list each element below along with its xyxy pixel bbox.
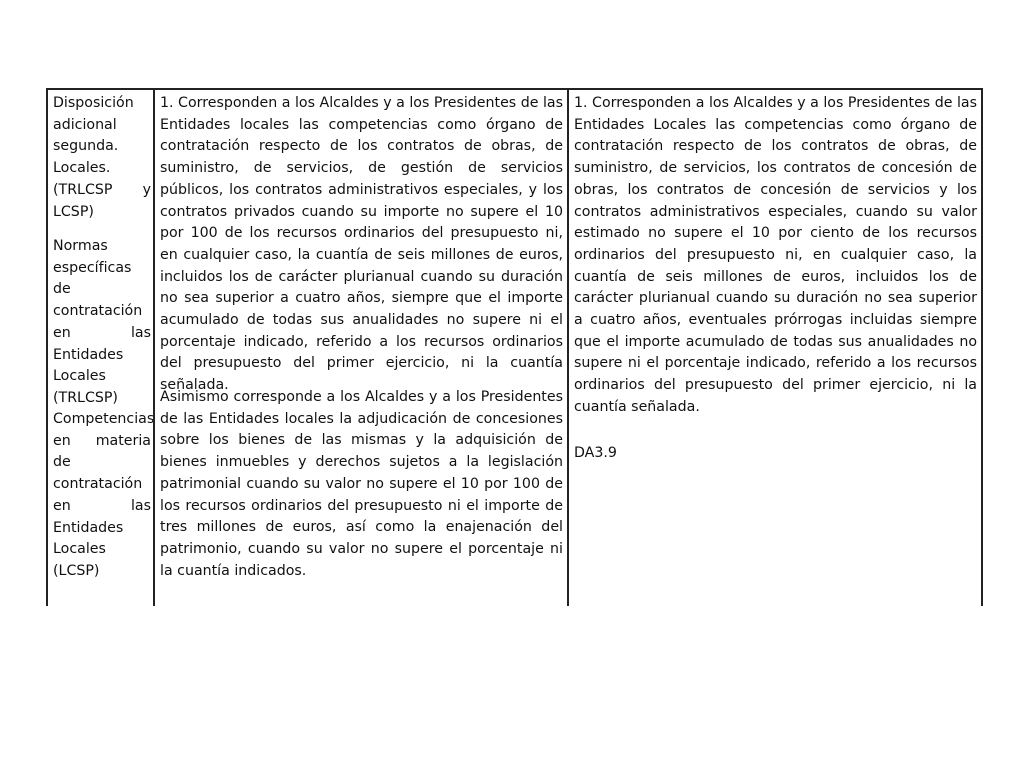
section-heading-trlcsp: Normas específicas de contratación en las Entidades Locales (TRLCSP) bbox=[53, 238, 151, 406]
column-article bbox=[46, 90, 153, 606]
trlcsp-paragraph-1: 1. Corresponden a los Alcaldes y a los Presidentes de las Entidades locales las competencias como órgano de contratación respecto de los contratos de obras, de suministro, de servicios, de gestión de servicios públicos, los contratos administrativos especiales, y los contratos privados cuando su importe no supere el 10 por 100 de los recursos ordinarios del presupuesto ni, en cualquier caso, la cuantía de seis millones de euros, incluidos los de carácter plurianual cuando su duración no sea superior a cuatro años, siempre que el importe acumulado de todas sus anualidades no supere ni el porcentaje indicado, referido a los recursos ordinarios del presupuesto del primer ejercicio, ni la cuantía señalada. bbox=[160, 95, 563, 394]
article-title: Disposición adicional segunda. Locales. (TRLCSP y LCSP) bbox=[53, 95, 151, 220]
lcsp-reference: DA3.9 bbox=[574, 445, 617, 461]
comparison-table bbox=[46, 88, 983, 606]
column-trlcsp bbox=[153, 90, 567, 606]
section-heading-lcsp: Competencias en materia de contratación en las Entidades Locales (LCSP) bbox=[53, 411, 155, 579]
lcsp-paragraph-1: 1. Corresponden a los Alcaldes y a los Presidentes de las Entidades Locales las competencias como órgano de contratación respecto de los contratos de obras, de suministro, de servicios, los contratos de concesión de obras, los contratos de concesión de servicios y los contratos administrativos especiales, cuando su valor estimado no supere el 10 por ciento de los recursos ordinarios del presupuesto ni, en cualquier caso, la cuantía de seis millones de euros, incluidos los de carácter plurianual cuando su duración no sea superior a cuatro años, eventuales prórrogas incluidas siempre que el importe acumulado de todas sus anualidades no supere ni el porcentaje indicado, referido a los recursos ordinarios del presupuesto del primer ejercicio, ni la cuantía señalada. bbox=[574, 95, 977, 415]
column-lcsp bbox=[567, 90, 983, 606]
trlcsp-paragraph-2: Asimismo corresponde a los Alcaldes y a los Presidentes de las Entidades locales la adjudicación de concesiones sobre los bienes de las mismas y la adquisición de bienes inmuebles y derechos sujetos a la legislación patrimonial cuando su valor no supere el 10 por 100 de los recursos ordinarios del presupuesto ni el importe de tres millones de euros, así como la enajenación del patrimonio, cuando su valor no supere el porcentaje ni la cuantía indicados. bbox=[160, 389, 563, 579]
